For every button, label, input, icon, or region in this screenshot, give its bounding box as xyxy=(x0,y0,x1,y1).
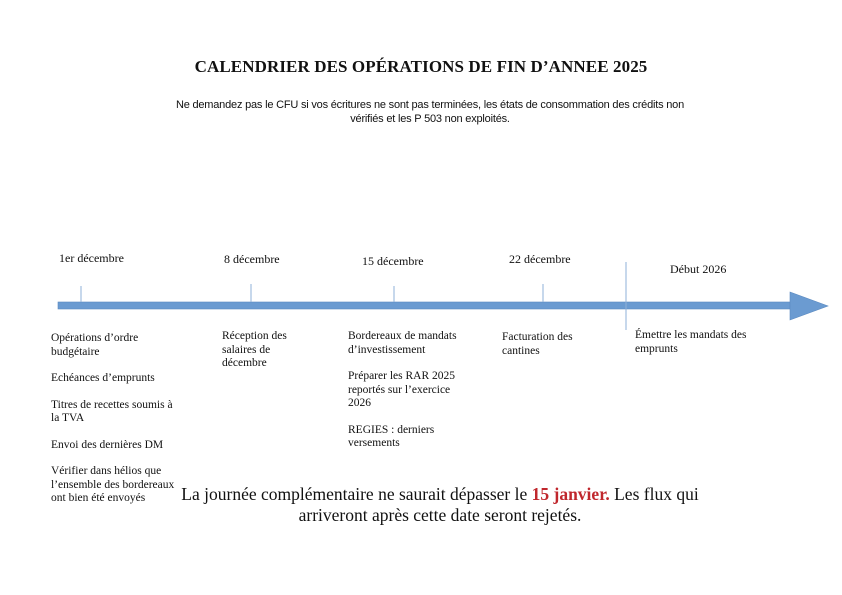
task-item: Préparer les RAR 2025 reportés sur l’exercice 2026 xyxy=(348,370,455,409)
milestone-5-tasks xyxy=(635,329,765,369)
milestone-2-tasks xyxy=(222,330,304,384)
milestone-date-5: Début 2026 xyxy=(670,262,727,276)
milestone-4-tasks xyxy=(502,331,592,371)
milestone-date-4: 22 décembre xyxy=(509,252,571,266)
task-item: Echéances d’emprunts xyxy=(51,372,155,384)
milestone-date-3: 15 décembre xyxy=(362,254,424,268)
task-item: Émettre les mandats des emprunts xyxy=(635,329,747,355)
task-item: Opérations d’ordre budgétaire xyxy=(51,332,139,358)
milestone-3-tasks xyxy=(348,330,473,464)
page-subtitle: Ne demandez pas le CFU si vos écritures ne sont pas terminées, les états de consommation des crédits non vérifiés et les P 503 non exploités. xyxy=(175,99,685,125)
task-item: Vérifier dans hélios que l’ensemble des bordereaux ont bien été envoyés xyxy=(51,465,175,504)
deadline-text-before: La journée complémentaire ne saurait dépasser le xyxy=(181,484,532,504)
task-item: Facturation des cantines xyxy=(502,331,573,357)
task-item: Titres de recettes soumis à la TVA xyxy=(51,398,173,424)
timeline-bar xyxy=(58,302,794,309)
deadline-date: 15 janvier. xyxy=(531,484,610,504)
task-item: Envoi des dernières DM xyxy=(51,438,164,451)
milestone-date-1: 1er décembre xyxy=(59,251,124,265)
timeline-arrowhead xyxy=(790,292,828,320)
deadline-notice xyxy=(160,484,720,526)
deadline-text-after: Les flux qui arriveront après cette date seront rejetés. xyxy=(298,484,699,525)
task-item: REGIES : derniers versements xyxy=(348,423,435,449)
task-item: Réception des salaires de décembre xyxy=(222,330,287,369)
milestone-date-2: 8 décembre xyxy=(224,252,280,266)
milestone-1-tasks xyxy=(51,332,176,519)
page-title: CALENDRIER DES OPÉRATIONS DE FIN D’ANNEE 2025 xyxy=(194,57,648,76)
task-item: Bordereaux de mandats d’investissement xyxy=(348,330,457,356)
